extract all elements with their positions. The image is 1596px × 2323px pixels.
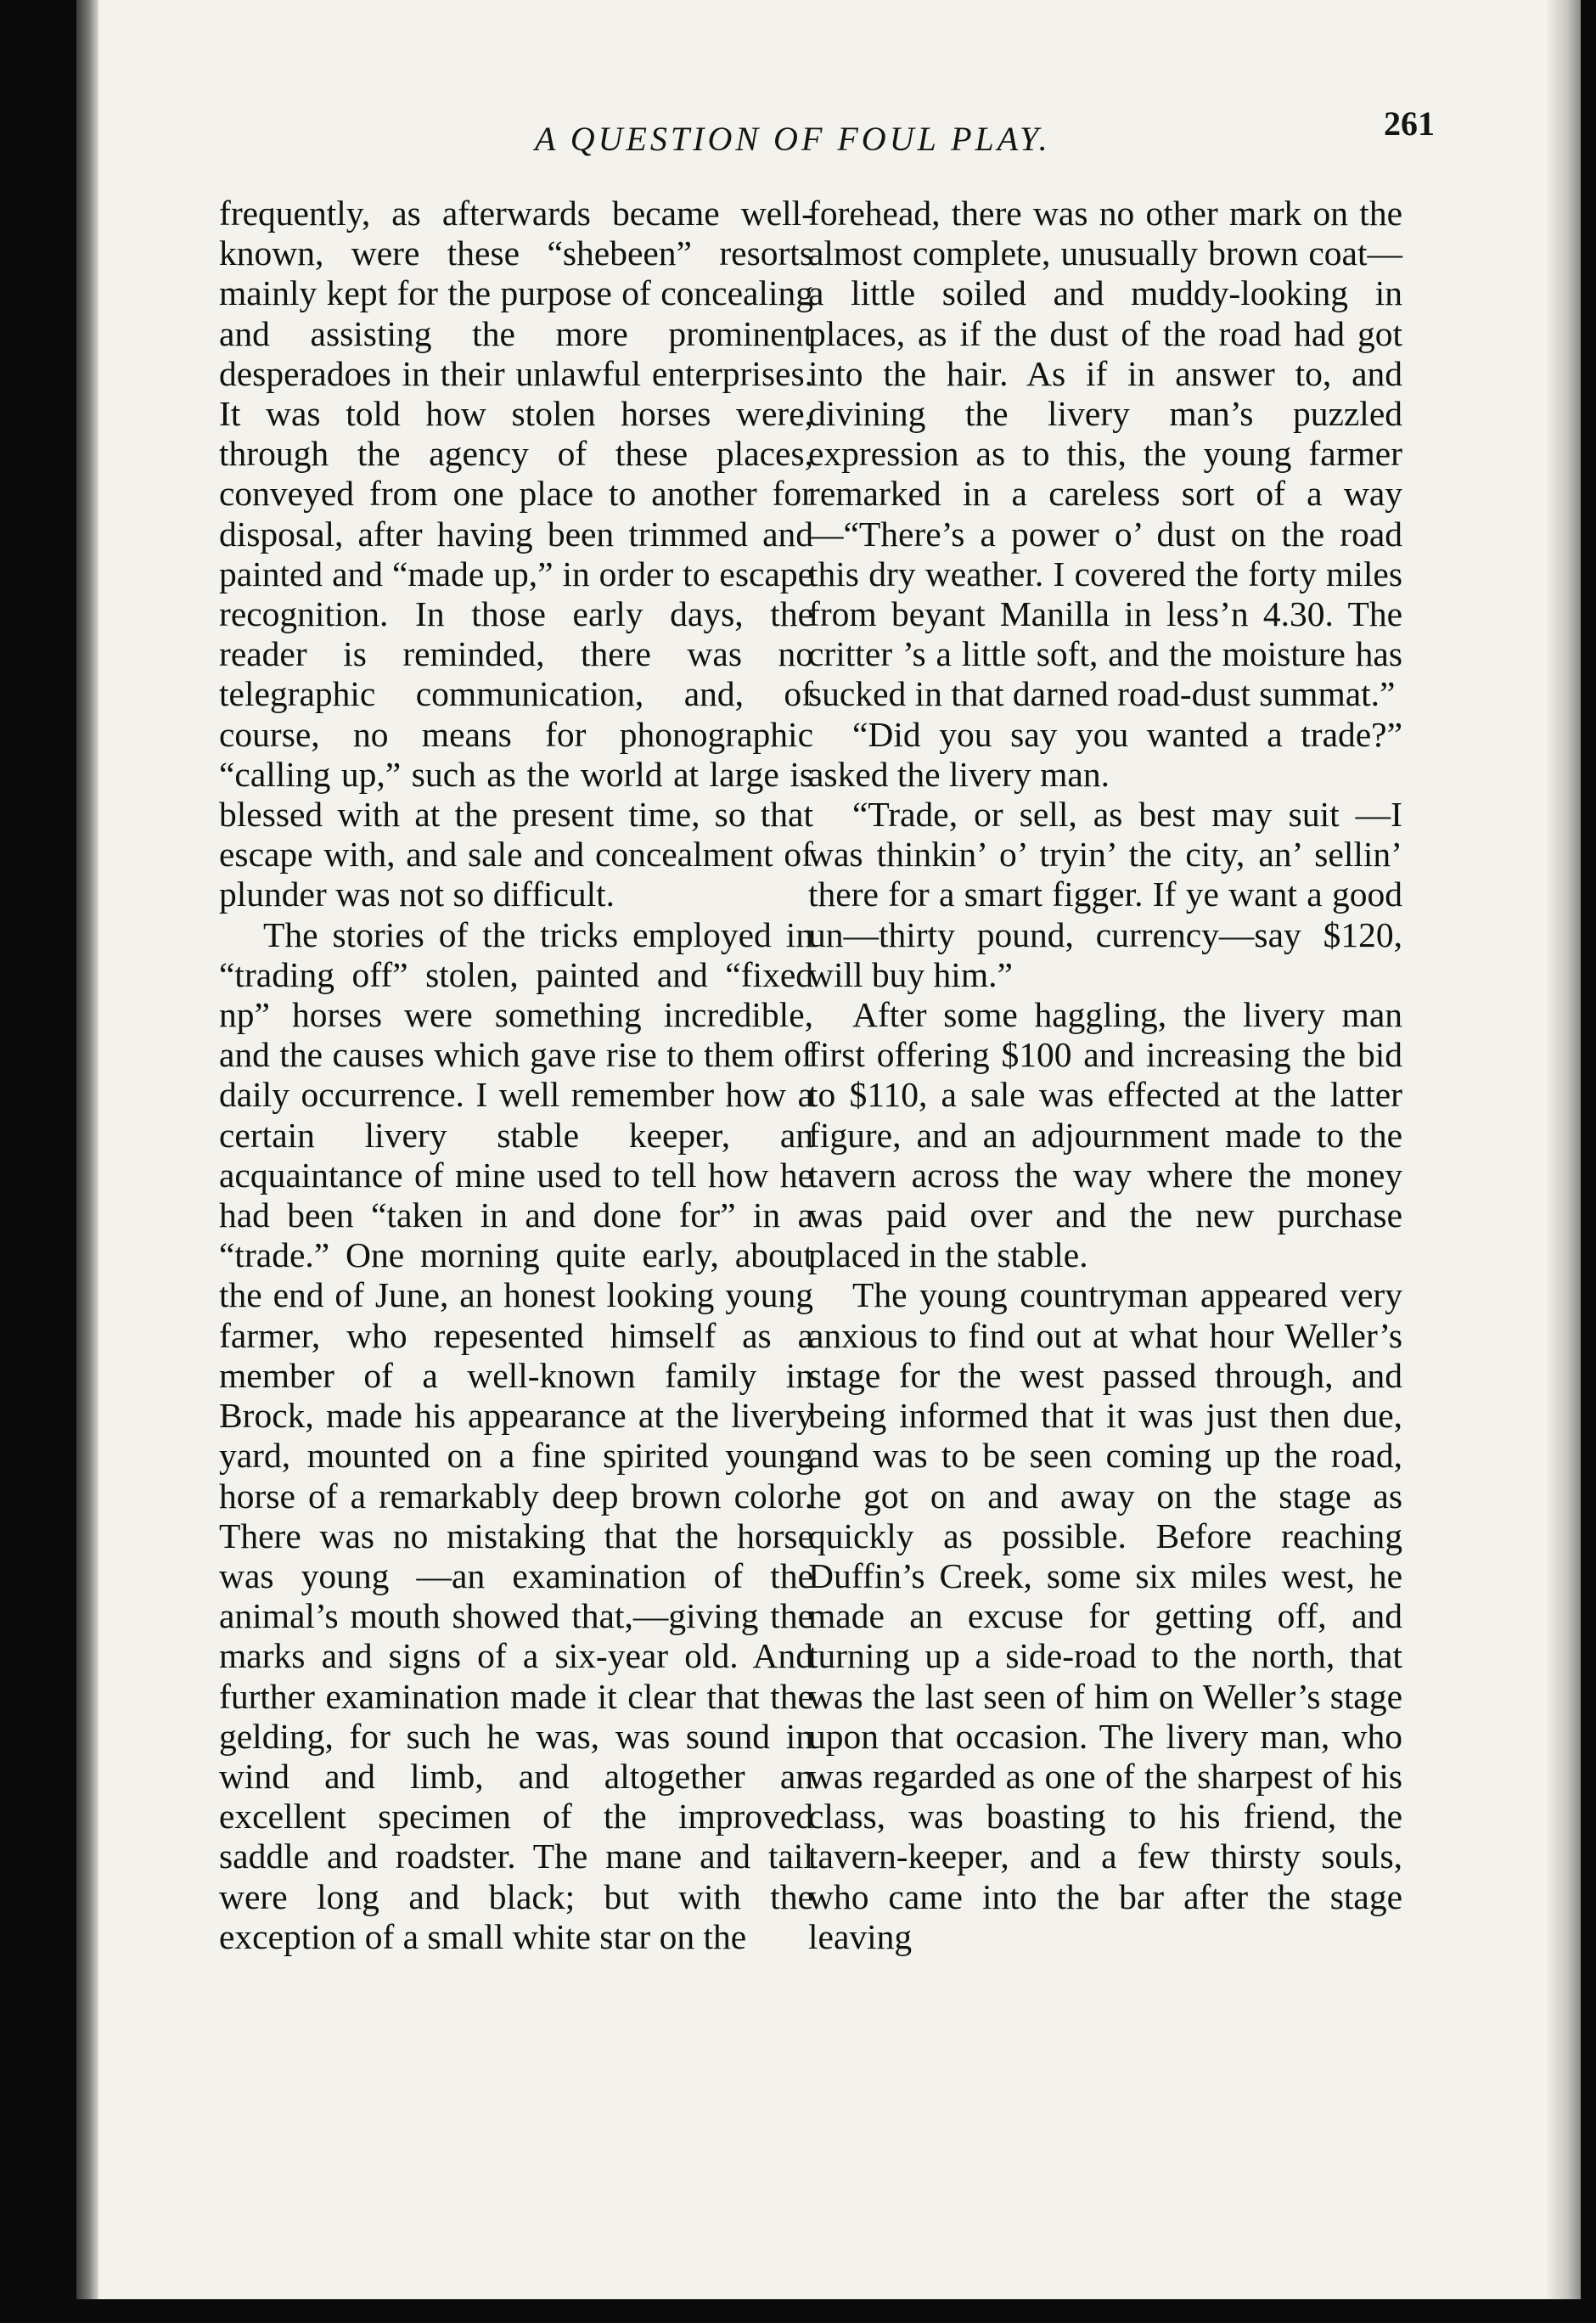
paragraph: “Trade, or sell, as best may suit —I was thinkin’ o’ tryin’ the city, an’ sellin’ there for a smart figger. If ye want a good un—thirty pound, currency—say $120, will buy him.” bbox=[808, 795, 1402, 994]
left-column bbox=[219, 194, 813, 1957]
book-page bbox=[76, 0, 1581, 2323]
page-edge-shadow bbox=[1547, 0, 1581, 2323]
paragraph: The stories of the tricks employed in “trading off” stolen, painted and “fixed np” horses were something incredible, and the causes which gave rise to them of daily occurrence. I well remember how a certain livery stable keeper, an acquaintance of mine used to tell how he had been “taken in and done for” in a “trade.” One morning quite early, about the end of June, an honest looking young farmer, who repesented himself as a member of a well-known family in Brock, made his appearance at the livery yard, mounted on a fine spirited young horse of a remarkably deep brown color. There was no mistaking that the horse was young —an examination of the animal’s mouth showed that,—giving the marks and signs of a six-year old. And further examination made it clear that the gelding, for such he was, was sound in wind and limb, and altogether an excellent specimen of the improved saddle and roadster. The mane and tail were long and black; but with the exception of a small white star on the bbox=[219, 914, 813, 1956]
page-number: 261 bbox=[1384, 104, 1435, 143]
paragraph: “Did you say you wanted a trade?” asked the livery man. bbox=[808, 714, 1402, 794]
running-title: A QUESTION OF FOUL PLAY. bbox=[535, 120, 1051, 158]
paragraph: The young countryman appeared very anxious to find out at what hour Weller’s stage for the west passed through, and being informed that it was just then due, and was to be seen coming up the road, he got on and away on the stage as quickly as possible. Before reaching Duffin’s Creek, some six miles west, he made an excuse for getting off, and turning up a side-road to the north, that was the last seen of him on Weller’s stage upon that occasion. The livery man, who was regarded as one of the sharpest of his class, was boasting to his friend, the tavern-keeper, and a few thirsty souls, who came into the bar after the stage leaving bbox=[808, 1275, 1402, 1956]
paragraph: forehead, there was no other mark on the almost complete, unusually brown coat—a little soiled and muddy-looking in places, as if the dust of the road had got into the hair. As if in answer to, and divining the livery man’s puzzled expression as to this, the young farmer remarked in a careless sort of a way—“There’s a power o’ dust on the road this dry weather. I covered the forty miles from beyant Manilla in less’n 4.30. The critter ’s a little soft, and the moisture has sucked in that darned road-dust summat.” bbox=[808, 194, 1402, 714]
paragraph: After some haggling, the livery man first offering $100 and increasing the bid to $110, a sale was effected at the latter figure, and an adjournment made to the tavern across the way where the money was paid over and the new purchase placed in the stable. bbox=[808, 995, 1402, 1275]
page-gutter-shadow bbox=[76, 0, 98, 2323]
right-column bbox=[808, 194, 1402, 1957]
paragraph: frequently, as afterwards became well-known, were these “shebeen” resorts mainly kept for the purpose of concealing and assisting the more prominent desperadoes in their unlawful enterprises. It was told how stolen horses were, through the agency of these places, conveyed from one place to another for disposal, after having been trimmed and painted and “made up,” in order to escape recognition. In those early days, the reader is reminded, there was no telegraphic communication, and, of course, no means for phonographic “calling up,” such as the world at large is blessed with at the present time, so that escape with, and sale and concealment of plunder was not so difficult. bbox=[219, 194, 813, 914]
scan-bottom-border bbox=[0, 2299, 1596, 2323]
